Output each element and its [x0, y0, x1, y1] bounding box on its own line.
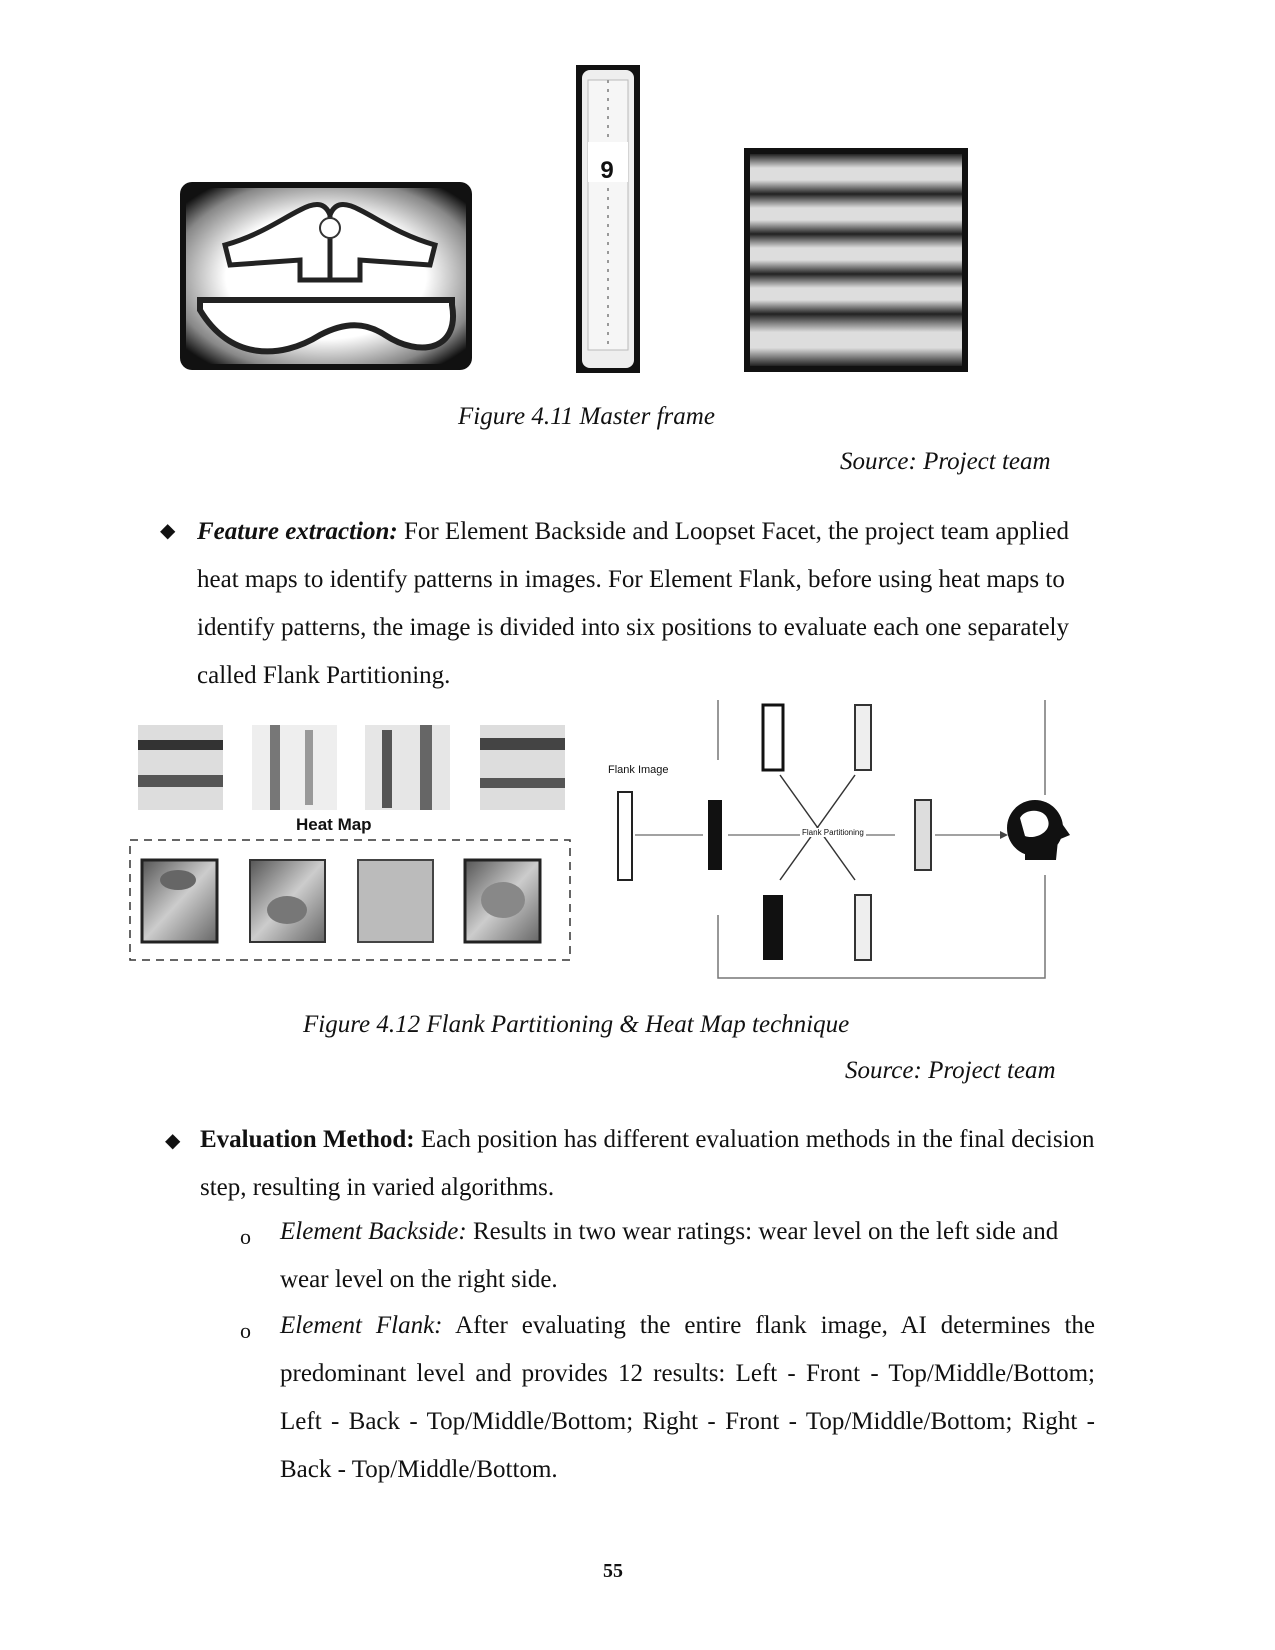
- evaluation-method-paragraph: [200, 1116, 1095, 1212]
- figure-4-12: [120, 700, 1100, 1020]
- figure-4-11-caption: Figure 4.11 Master frame: [458, 403, 715, 430]
- element-flank-title: Element Flank:: [280, 1312, 443, 1339]
- feature-extraction-paragraph: [197, 508, 1091, 700]
- evaluation-method-text: Each position has different evaluation methods in the final decision step, resulting in varied algorithms.: [200, 1126, 1095, 1201]
- figure-4-12-source: Source: Project team: [845, 1057, 1056, 1084]
- heat-map-images: [142, 860, 540, 942]
- element-flank-item: [280, 1302, 1095, 1494]
- feature-extraction-title: Feature extraction:: [197, 518, 398, 545]
- evaluation-method-title: Evaluation Method:: [200, 1126, 415, 1153]
- figure-4-11-source: Source: Project team: [840, 448, 1051, 475]
- strip-number: 9: [600, 157, 614, 184]
- ai-head-icon: [1007, 800, 1070, 860]
- figure-4-12-caption: Figure 4.12 Flank Partitioning & Heat Map technique: [303, 1011, 850, 1038]
- flank-heatmap-diagram: [120, 700, 1100, 1020]
- element-backside-image: [180, 182, 472, 370]
- sub-bullet-circle: o: [240, 1318, 251, 1343]
- bullet-diamond: ◆: [165, 1130, 181, 1152]
- flank-partitioning-label: Flank Partitioning: [802, 828, 864, 837]
- sub-bullet-circle: o: [240, 1224, 251, 1249]
- element-backside-text: Results in two wear ratings: wear level on the left side and wear level on the right side.: [280, 1218, 1059, 1293]
- figure-4-11: [170, 60, 990, 380]
- feature-extraction-text: For Element Backside and Loopset Facet, the project team applied heat maps to identify patterns in images. For Element Flank, before using heat maps to identify patterns, the image is divided into six positions to evaluate each one separately called Flank Partitioning.: [197, 518, 1070, 689]
- loopset-facet-image: [744, 148, 968, 372]
- element-backside-item: [280, 1208, 1095, 1304]
- master-frame-images: [170, 60, 990, 380]
- pattern-images: [138, 725, 565, 810]
- element-flank-text: After evaluating the entire flank image, AI determines the predominant level and provides 12 results: Left - Front - Top/Middle/Bottom; Left - Back - Top/Middle/Bottom; Right - Front - Top/Middle/Bottom; Right - Back - Top/Middle/Bottom.: [280, 1312, 1095, 1483]
- page-number: 55: [603, 1560, 623, 1582]
- heat-map-label: Heat Map: [296, 815, 372, 834]
- flank-image-label: Flank Image: [608, 764, 669, 776]
- element-backside-title: Element Backside:: [280, 1218, 467, 1245]
- bullet-diamond: ◆: [160, 520, 176, 542]
- loopset-strip-image: [576, 65, 640, 373]
